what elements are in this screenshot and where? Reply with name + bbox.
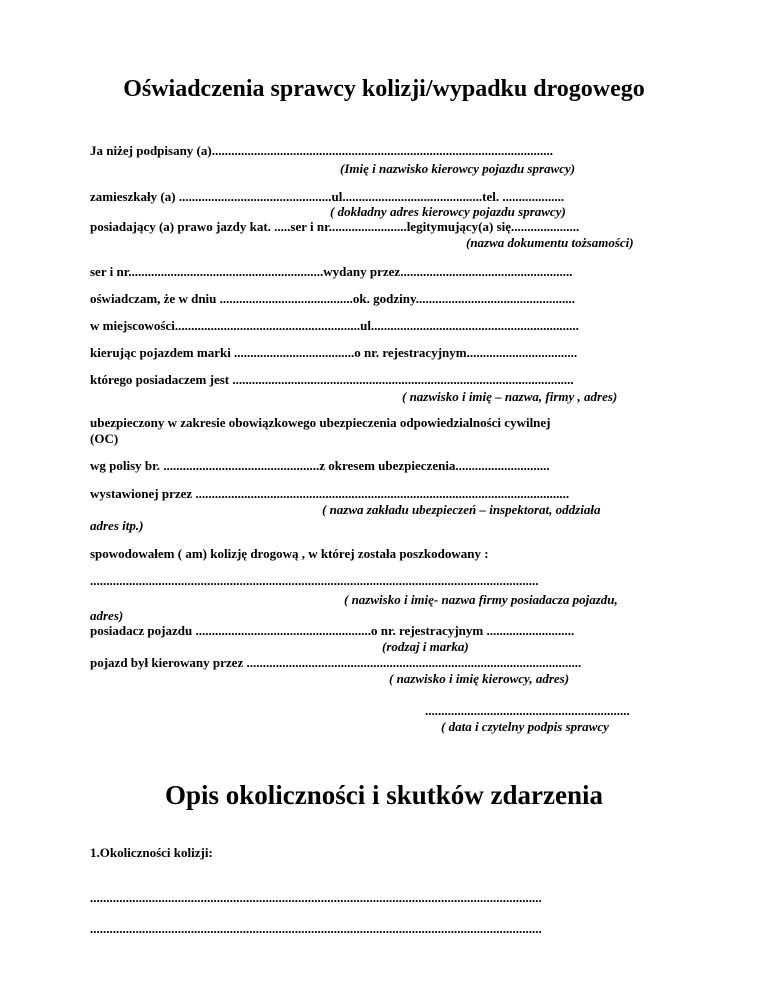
policy-line: wg polisy br. ................................................z okresem ubezpieczenia.............................	[90, 458, 550, 473]
circumstances-label: 1.Okoliczności kolizji:	[90, 845, 213, 860]
driver-hint: ( nazwisko i imię kierowcy, adres)	[389, 671, 570, 686]
insurance-line: ubezpieczony w zakresie obowiązkowego ubezpieczenia odpowiedzialności cywilnej	[90, 415, 551, 430]
series-number-line: ser i nr............................................................wydany przez.....................................................	[90, 264, 573, 279]
owner-line: którego posiadaczem jest .........................................................................................................	[90, 372, 574, 387]
place-line: w miejscowości.........................................................ul................................................................	[90, 318, 579, 333]
page-title: Oświadczenia sprawcy kolizji/wypadku drogowego	[123, 76, 645, 102]
circumstances-dots-1: ...........................................................................................................................................	[90, 890, 542, 905]
license-line: posiadający (a) prawo jazdy kat. .....ser i nr........................legitymujący(a) się.....................	[90, 219, 580, 234]
circumstances-dots-2: ...........................................................................................................................................	[90, 921, 542, 936]
section-title: Opis okoliczności i skutków zdarzenia	[164, 780, 604, 810]
issuer-hint: ( nazwa zakładu ubezpieczeń – inspektorat, oddziała	[322, 502, 601, 517]
owner-hint: ( nazwisko i imię – nazwa, firmy , adres)	[402, 389, 618, 404]
signature-hint: ( data i czytelny podpis sprawcy	[441, 719, 609, 734]
collision-statement: spowodowałem ( am) kolizję drogową , w której została poszkodowany :	[90, 546, 489, 561]
vehicle-owner-line: posiadacz pojazdu ......................................................o nr. rejestracyjnym ...........................	[90, 623, 575, 638]
issuer-line: wystawionej przez ...................................................................................................................	[90, 486, 570, 501]
signature-line: ...............................................................	[425, 703, 630, 718]
injured-party-line: ..........................................................................................................................................	[90, 573, 539, 588]
issuer-hint-cont: adres itp.)	[90, 518, 144, 533]
injured-party-hint-cont: adres)	[90, 608, 124, 623]
declarant-name-line: Ja niżej podpisany (a).........................................................................................................	[90, 143, 553, 158]
address-line: zamieszkały (a) ...............................................ul...........................................tel. ...................	[90, 189, 565, 204]
id-document-hint: (nazwa dokumentu tożsamości)	[466, 235, 634, 250]
declarant-name-hint: (Imię i nazwisko kierowcy pojazdu sprawcy)	[340, 161, 576, 176]
insurance-line-oc: (OC)	[90, 431, 119, 446]
driver-line: pojazd był kierowany przez .......................................................................................................	[90, 655, 582, 670]
address-hint: ( dokładny adres kierowcy pojazdu sprawcy)	[330, 204, 566, 219]
vehicle-line: kierując pojazdem marki .....................................o nr. rejestracyjnym..................................	[90, 345, 578, 360]
date-time-line: oświadczam, że w dniu .........................................ok. godziny.................................................	[90, 291, 575, 306]
injured-party-hint: ( nazwisko i imię- nazwa firmy posiadacza pojazdu,	[344, 592, 618, 607]
vehicle-type-hint: (rodzaj i marka)	[382, 639, 469, 654]
